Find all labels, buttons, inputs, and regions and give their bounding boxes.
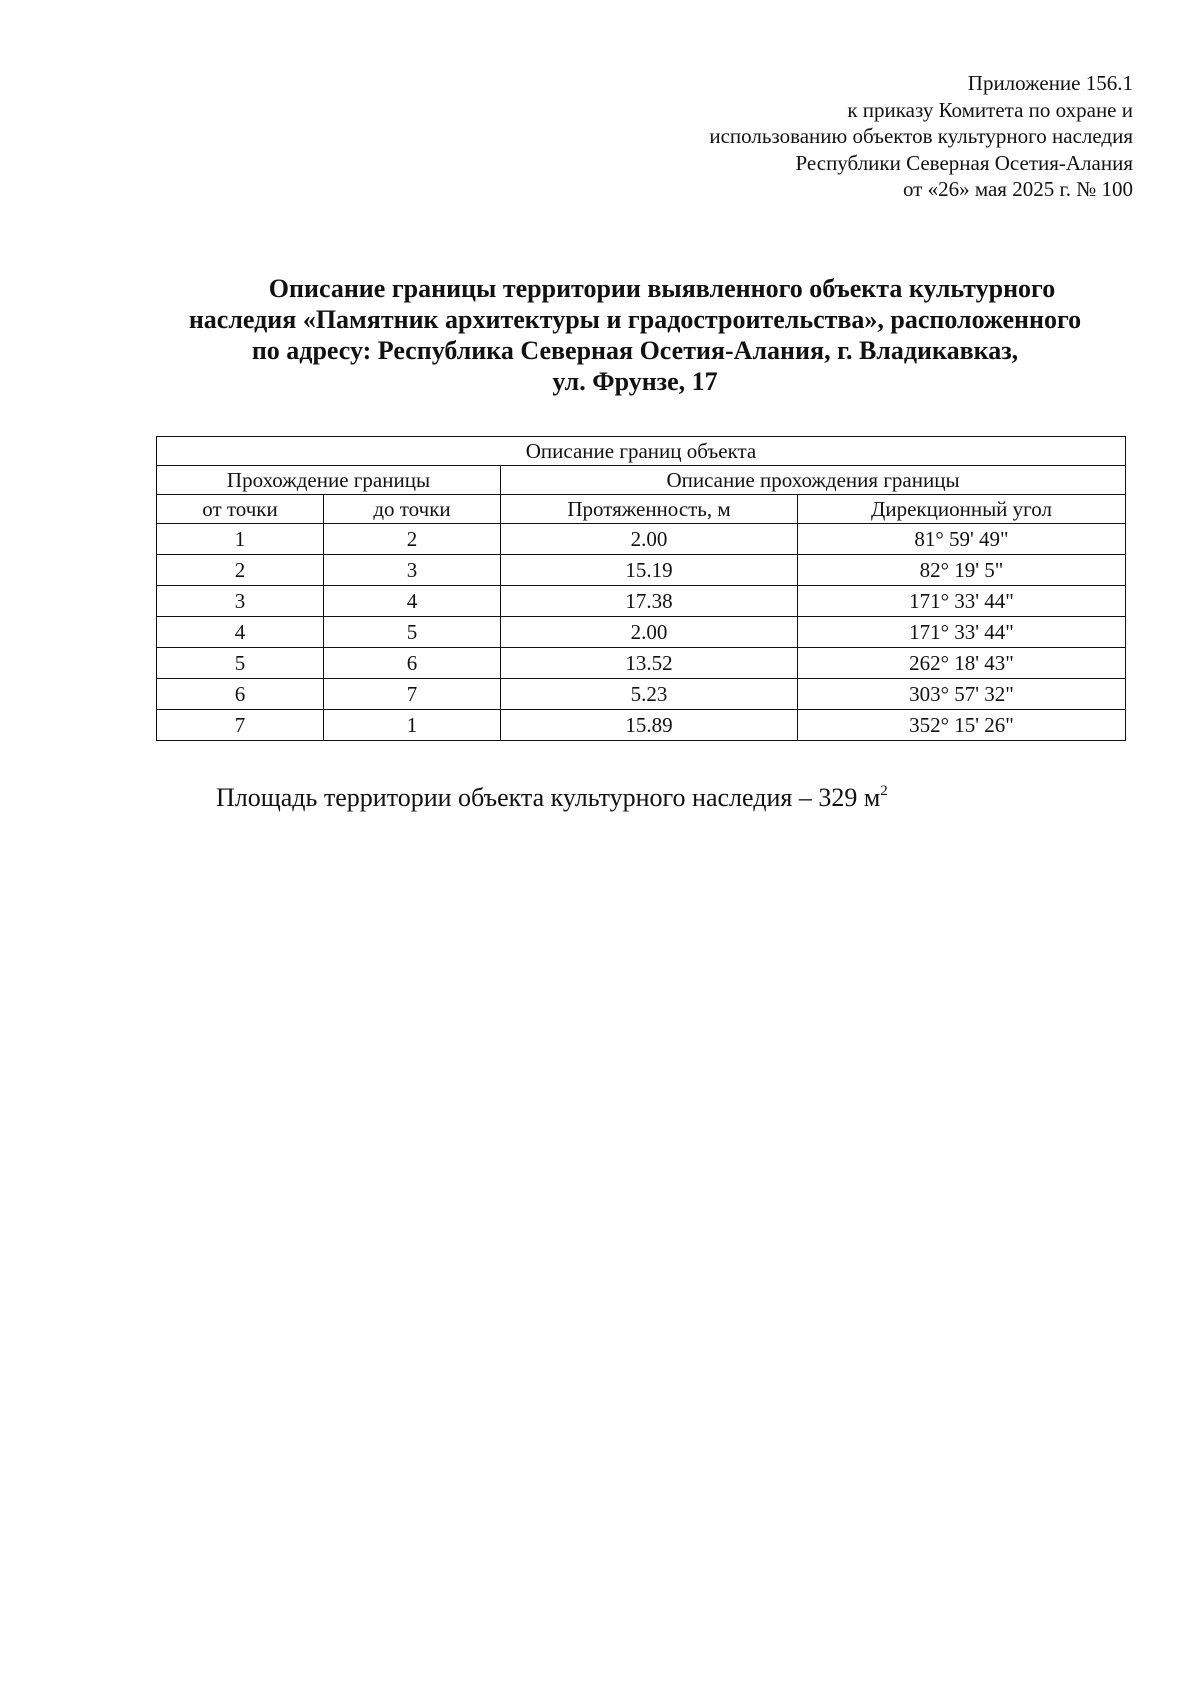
table-row xyxy=(157,586,1126,617)
cell-length: 13.52 xyxy=(501,648,798,679)
appendix-line: от «26» мая 2025 г. № 100 xyxy=(902,177,1133,201)
table-caption-row xyxy=(157,437,1126,466)
document-title xyxy=(140,273,1130,397)
table-row xyxy=(157,679,1126,710)
cell-to-point: 3 xyxy=(324,555,501,586)
group-header-passage: Прохождение границы xyxy=(157,466,501,495)
cell-length: 2.00 xyxy=(501,617,798,648)
column-header-length: Протяженность, м xyxy=(501,495,798,524)
area-unit-superscript: 2 xyxy=(880,783,888,799)
cell-length: 15.19 xyxy=(501,555,798,586)
title-line: наследия «Памятник архитектуры и градостроительства», расположенного xyxy=(188,305,1082,334)
cell-bearing: 352° 15' 26" xyxy=(798,710,1126,741)
cell-length: 17.38 xyxy=(501,586,798,617)
area-text: Площадь территории объекта культурного наследия – 329 м xyxy=(216,783,881,812)
boundary-table xyxy=(156,436,1126,741)
column-header-from-point: от точки xyxy=(157,495,324,524)
cell-bearing: 303° 57' 32" xyxy=(798,679,1126,710)
cell-bearing: 171° 33' 44" xyxy=(798,617,1126,648)
title-line: по адресу: Республика Северная Осетия-Алания, г. Владикавказ, xyxy=(251,336,1019,365)
cell-from-point: 3 xyxy=(157,586,324,617)
cell-to-point: 4 xyxy=(324,586,501,617)
appendix-line: к приказу Комитета по охране и xyxy=(847,97,1133,122)
table-row xyxy=(157,710,1126,741)
appendix-line: Приложение 156.1 xyxy=(967,71,1133,95)
area-statement xyxy=(216,783,888,813)
cell-from-point: 2 xyxy=(157,555,324,586)
appendix-block xyxy=(573,70,1133,203)
cell-bearing: 82° 19' 5" xyxy=(798,555,1126,586)
cell-from-point: 6 xyxy=(157,679,324,710)
table-caption: Описание границ объекта xyxy=(157,437,1126,466)
table-group-header-row xyxy=(157,466,1126,495)
cell-from-point: 1 xyxy=(157,524,324,555)
table-row xyxy=(157,524,1126,555)
group-header-description: Описание прохождения границы xyxy=(501,466,1126,495)
cell-from-point: 4 xyxy=(157,617,324,648)
cell-to-point: 1 xyxy=(324,710,501,741)
cell-length: 15.89 xyxy=(501,710,798,741)
cell-to-point: 2 xyxy=(324,524,501,555)
table-row xyxy=(157,648,1126,679)
table-column-header-row xyxy=(157,495,1126,524)
table-row xyxy=(157,555,1126,586)
cell-from-point: 5 xyxy=(157,648,324,679)
cell-length: 5.23 xyxy=(501,679,798,710)
column-header-to-point: до точки xyxy=(324,495,501,524)
title-line: ул. Фрунзе, 17 xyxy=(552,367,718,396)
column-header-bearing: Дирекционный угол xyxy=(798,495,1126,524)
table-row xyxy=(157,617,1126,648)
title-line: Описание границы территории выявленного объекта культурного xyxy=(268,274,1056,303)
cell-bearing: 81° 59' 49" xyxy=(798,524,1126,555)
cell-to-point: 6 xyxy=(324,648,501,679)
cell-to-point: 5 xyxy=(324,617,501,648)
cell-from-point: 7 xyxy=(157,710,324,741)
cell-to-point: 7 xyxy=(324,679,501,710)
cell-bearing: 262° 18' 43" xyxy=(798,648,1126,679)
cell-bearing: 171° 33' 44" xyxy=(798,586,1126,617)
appendix-line: использованию объектов культурного наследия xyxy=(709,124,1133,148)
cell-length: 2.00 xyxy=(501,524,798,555)
appendix-line: Республики Северная Осетия-Алания xyxy=(795,150,1133,175)
